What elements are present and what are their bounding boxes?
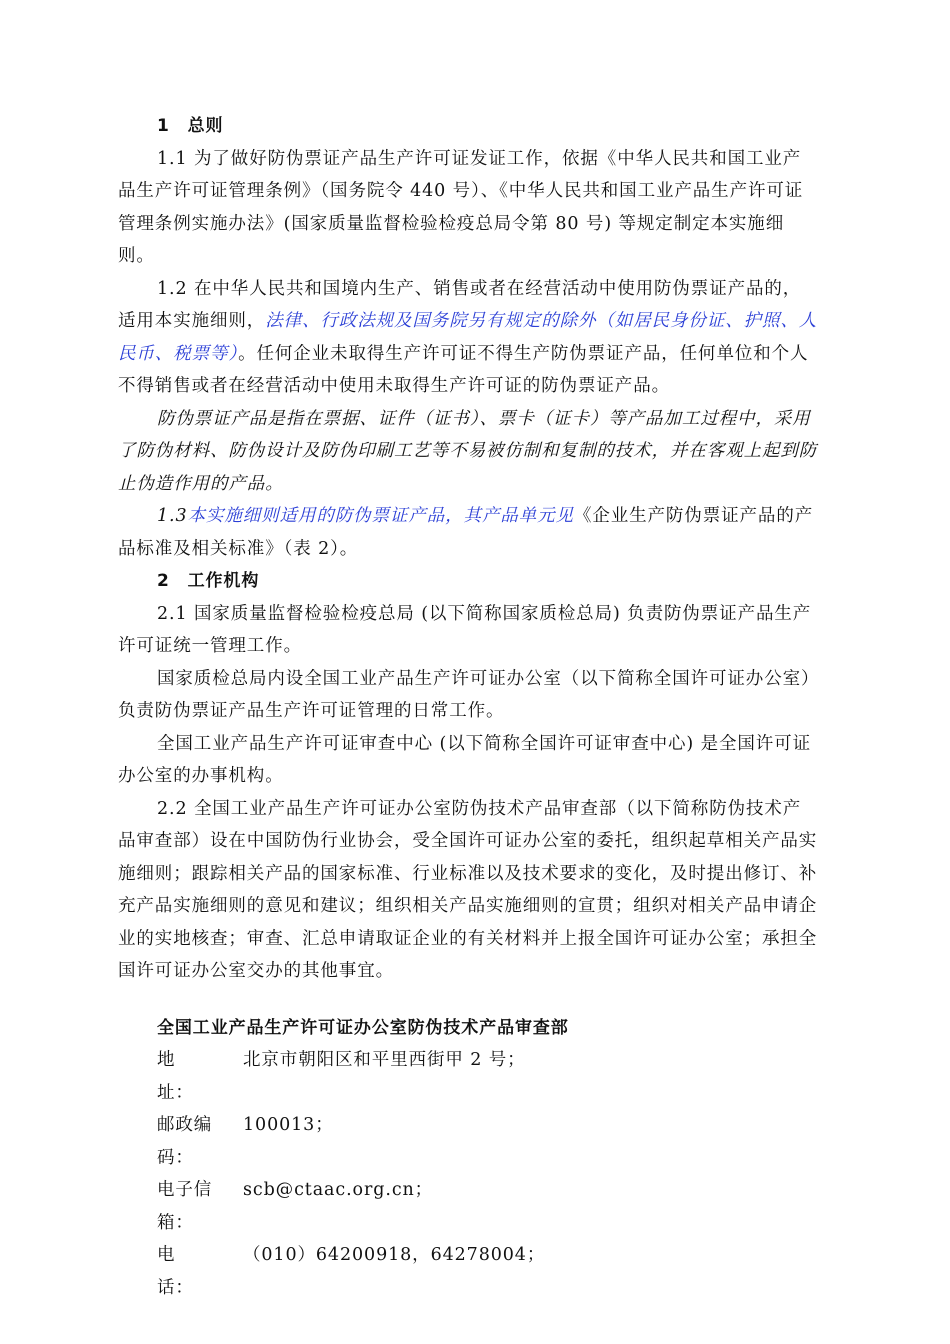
- paragraph-1-3: [118, 500, 818, 565]
- phone-value: （010）64200918，64278004；: [243, 1245, 546, 1265]
- definition-paragraph: 防伪票证产品是指在票据、证件（证书）、票卡（证卡）等产品加工过程中，采用了防伪材料、防伪设计及防伪印刷工艺等不易被仿制和复制的技术，并在客观上起到防止伪造作用的产品。: [118, 408, 818, 494]
- paragraph-1-3-reference: 《企业生产防伪票证产品的产品标准及相关标准》（表 2）。: [118, 506, 814, 559]
- paragraph-2-2: 2.2 全国工业产品生产许可证办公室防伪技术产品审查部（以下简称防伪技术产品审查部）设在中国防伪行业协会，受全国许可证办公室的委托，组织起草相关产品实施细则；跟踪相关产品的国家标准、行业标准以及技术要求的变化，及时提出修订、补充产品实施细则的意见和建议；组织相关产品实施细则的宣贯；组织对相关产品申请企业的实地核查；审查、汇总申请取证企业的有关材料并上报全国许可证办公室；承担全国许可证办公室交办的其他事宜。: [118, 798, 818, 981]
- contact-address-row: [118, 1044, 818, 1109]
- paragraph-2-1-b: 国家质检总局内设全国工业产品生产许可证办公室（以下简称全国许可证办公室）负责防伪票证产品生产许可证管理的日常工作。: [118, 668, 811, 721]
- contact-phone-row: [118, 1239, 818, 1304]
- paragraph-1-2-text-a: 1.2 在中华人民共和国境内生产、销售或者在经营活动中使用防伪票证产品的，适用本实施细则，: [118, 278, 802, 331]
- paragraph-2-1: 2.1 国家质量监督检验检疫总局 (以下简称国家质检总局) 负责防伪票证产品生产许可证统一管理工作。: [118, 603, 812, 656]
- document-body: [118, 110, 818, 1304]
- contact-email-row: [118, 1174, 818, 1239]
- section-1-heading: 1 总则: [157, 116, 224, 136]
- paragraph-1-3-number: 1.3: [157, 506, 188, 526]
- email-label: 电子信箱：: [157, 1180, 213, 1233]
- postcode-label: 邮政编码：: [157, 1115, 213, 1168]
- email-value: scb@ctaac.org.cn；: [243, 1180, 434, 1200]
- section-2-heading: 2 工作机构: [157, 571, 260, 591]
- paragraph-2-1-c: 全国工业产品生产许可证审查中心 (以下简称全国许可证审查中心) 是全国许可证办公室的办事机构。: [118, 733, 811, 786]
- spacer: [118, 988, 818, 1012]
- paragraph-1-2: [118, 273, 818, 403]
- postcode-value: 100013；: [243, 1115, 334, 1135]
- address-label: 地 址：: [157, 1050, 213, 1103]
- phone-label: 电 话：: [157, 1245, 213, 1298]
- paragraph-1-3-scope: 本实施细则适用的防伪票证产品，其产品单元见: [187, 506, 574, 526]
- paragraph-1-2-exception: 法律、行政法规及国务院另有规定的除外（如居民身份证、护照、人民币、税票等）: [118, 311, 818, 364]
- address-value: 北京市朝阳区和平里西街甲 2 号；: [243, 1050, 526, 1070]
- paragraph-1-1: 1.1 为了做好防伪票证产品生产许可证发证工作，依据《中华人民共和国工业产品生产许可证管理条例》（国务院令 440 号）、《中华人民共和国工业产品生产许可证管理条例实施办法》(国家质量监督检验检疫总局令第 80 号) 等规定制定本实施细则。: [118, 148, 804, 266]
- contact-org-name: 全国工业产品生产许可证办公室防伪技术产品审查部: [157, 1017, 569, 1038]
- contact-postcode-row: [118, 1109, 818, 1174]
- paragraph-1-2-text-c: 。任何企业未取得生产许可证不得生产防伪票证产品，任何单位和个人不得销售或者在经营活动中使用未取得生产许可证的防伪票证产品。: [118, 343, 809, 396]
